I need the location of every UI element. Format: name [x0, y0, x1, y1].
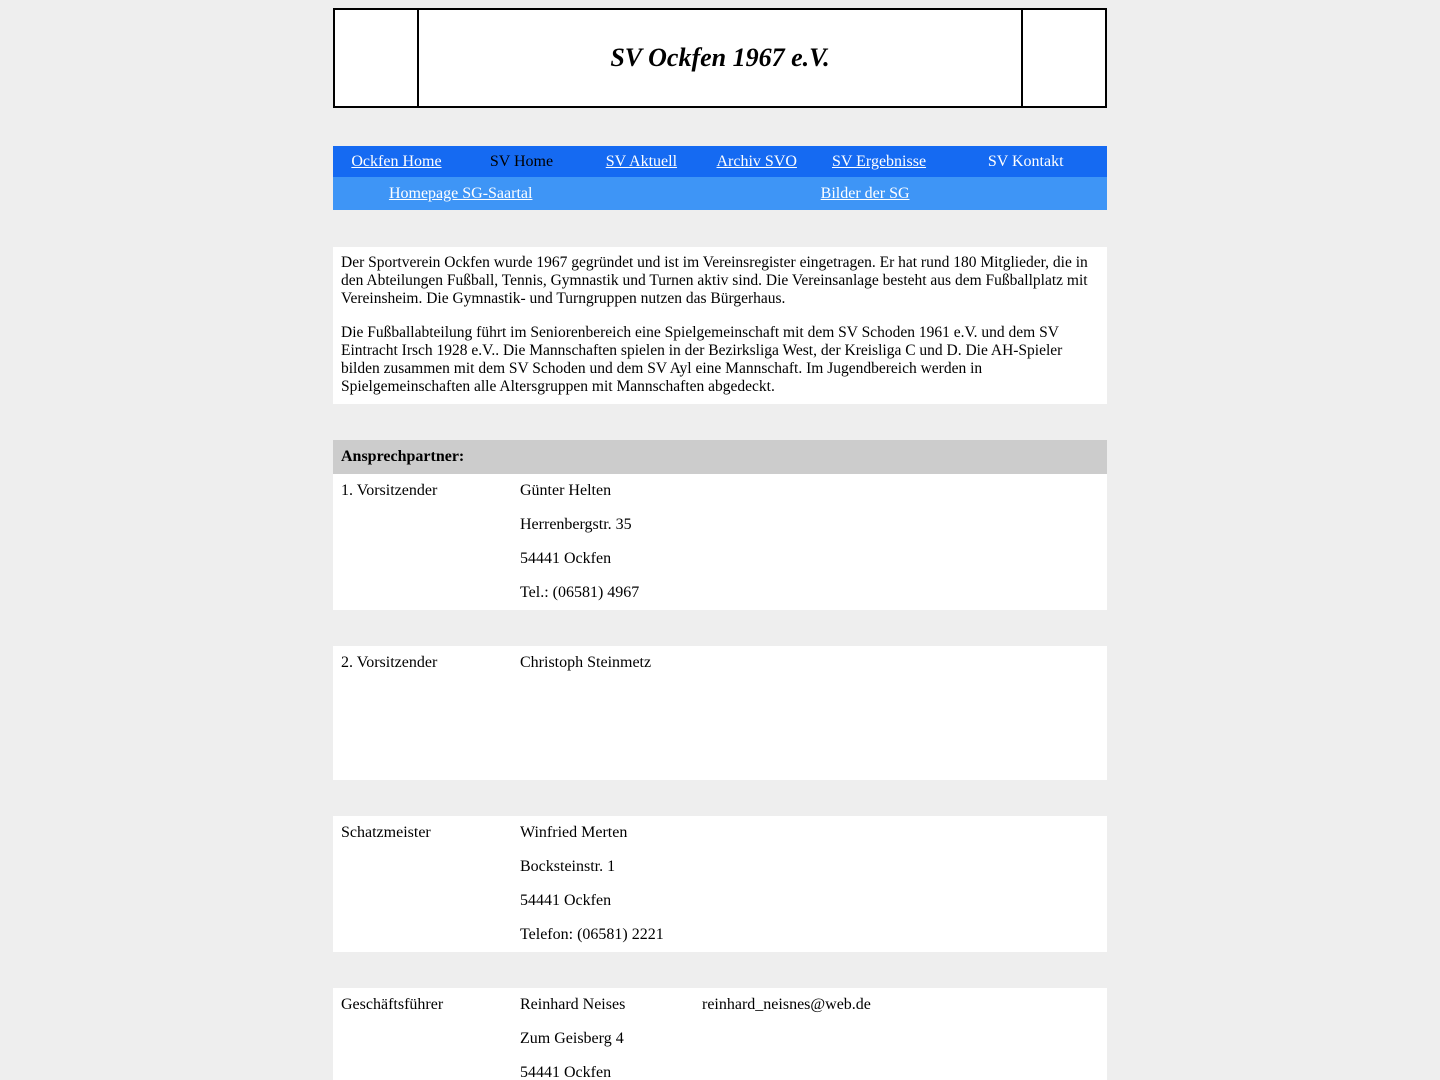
- main-navigation: [333, 146, 1107, 210]
- contact-name: Christoph Steinmetz: [520, 654, 652, 671]
- contact-row: [333, 542, 1107, 576]
- contact-role: Geschäftsführer: [341, 996, 444, 1013]
- contact-phone: Telefon: (06581) 2221: [520, 926, 664, 943]
- nav-row-secondary: [333, 177, 1107, 210]
- nav-row-primary: [333, 146, 1107, 177]
- header-center-cell: [419, 10, 1021, 106]
- contact-city: 54441 Ockfen: [520, 892, 612, 909]
- contact-row: [333, 1056, 1107, 1080]
- contact-row: [333, 646, 1107, 680]
- contact-street: Herrenbergstr. 35: [520, 516, 632, 533]
- intro-paragraph-2: Die Fußballabteilung führt im Seniorenbereich eine Spielgemeinschaft mit dem SV Schoden 1961 e.V. und dem SV Eintracht Irsch 1928 e.V.. Die Mannschaften spielen in der Bezirksliga West, der Kreisliga C und D. Die AH-Spieler bilden zusammen mit dem SV Schoden und dem SV Ayl eine Mannschaft. Im Jugendbereich werden in Spielgemeinschaften alle Altersgruppen mit Mannschaften abgedeckt.: [341, 324, 1063, 395]
- contact-name: Winfried Merten: [520, 824, 628, 841]
- nav-link-sv-aktuell[interactable]: SV Aktuell: [605, 152, 678, 170]
- contact-block-geschaeftsfuehrer: [333, 988, 1107, 1080]
- header-right-cell: [1021, 10, 1105, 106]
- contact-name: Reinhard Neises: [520, 996, 626, 1013]
- contact-city: 54441 Ockfen: [520, 1064, 612, 1080]
- contact-row: [333, 1022, 1107, 1056]
- contact-row: [333, 576, 1107, 610]
- contact-row: [333, 918, 1107, 952]
- contact-row: [333, 474, 1107, 508]
- contact-phone: Tel.: (06581) 4967: [520, 584, 640, 601]
- contact-block-2-vorsitzender: [333, 646, 1107, 780]
- contact-row: [333, 850, 1107, 884]
- contact-block-1-vorsitzender: [333, 474, 1107, 610]
- contact-street: Zum Geisberg 4: [520, 1030, 624, 1047]
- contact-row: [333, 816, 1107, 850]
- nav-link-sv-ergebnisse[interactable]: SV Ergebnisse: [831, 152, 927, 170]
- intro-paragraph-1: Der Sportverein Ockfen wurde 1967 gegründet und ist im Vereinsregister eingetragen. Er hat rund 180 Mitglieder, die in den Abteilungen Fußball, Tennis, Gymnastik und Turnen aktiv sind. Die Vereinsanlage besteht aus dem Fußballplatz mit Vereinsheim. Die Gymnastik- und Turngruppen nutzen das Bürgerhaus.: [341, 254, 1088, 307]
- contact-role: 2. Vorsitzender: [341, 654, 438, 671]
- contact-row: [333, 988, 1107, 1022]
- page-column: [333, 8, 1107, 1080]
- contact-role: Schatzmeister: [341, 824, 431, 841]
- nav-link-homepage-sg-saartal[interactable]: Homepage SG-Saartal: [388, 184, 533, 202]
- contact-email: reinhard_neisnes@web.de: [702, 996, 871, 1013]
- nav-link-ockfen-home[interactable]: Ockfen Home: [351, 152, 442, 170]
- nav-link-sv-kontakt[interactable]: SV Kontakt: [987, 152, 1064, 170]
- club-intro-block: [333, 247, 1107, 404]
- header-left-cell: [335, 10, 419, 106]
- nav-link-bilder-der-sg[interactable]: Bilder der SG: [820, 184, 910, 202]
- contacts-heading: Ansprechpartner:: [333, 440, 1107, 474]
- contact-city: 54441 Ockfen: [520, 550, 612, 567]
- nav-link-archiv-svo[interactable]: Archiv SVO: [716, 152, 797, 170]
- contact-row: [333, 508, 1107, 542]
- contact-block-schatzmeister: [333, 816, 1107, 952]
- contact-street: Bocksteinstr. 1: [520, 858, 616, 875]
- nav-item-sv-home-current: SV Home: [489, 152, 554, 170]
- contact-row: [333, 884, 1107, 918]
- contact-name: Günter Helten: [520, 482, 612, 499]
- header-banner: [333, 8, 1107, 108]
- page-title: SV Ockfen 1967 e.V.: [610, 43, 830, 72]
- contact-role: 1. Vorsitzender: [341, 482, 438, 499]
